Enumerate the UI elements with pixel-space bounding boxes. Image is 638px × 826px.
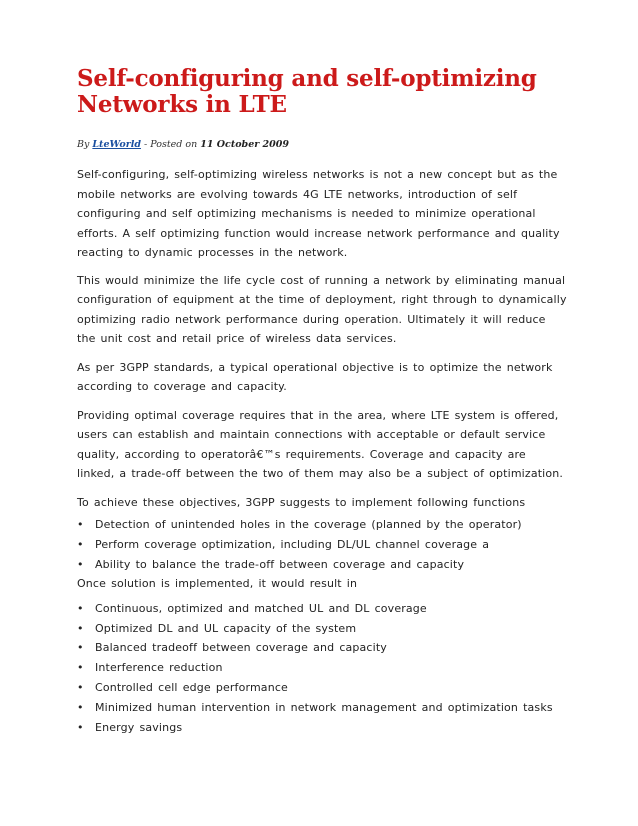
bullet-icon: • bbox=[77, 557, 84, 571]
paragraph-coverage: Providing optimal coverage requires that in the area, where LTE system is offered, users can establish and maintain connections with acceptable or default service quality, according to operatorâ€™s requirements. Coverage and capacity are linked, a trade-off between the two of them may also be a subject of optimization. bbox=[77, 408, 564, 480]
article bbox=[77, 66, 567, 737]
bullet-icon: • bbox=[77, 661, 84, 675]
list-item-text: Minimized human intervention in network management and optimization tasks bbox=[95, 700, 553, 714]
byline-by-label: By bbox=[77, 139, 93, 150]
list-item-text: Balanced tradeoff between coverage and capacity bbox=[95, 641, 387, 655]
bullet-icon: • bbox=[77, 518, 84, 531]
list-item bbox=[77, 535, 567, 555]
list-item-text: Ability to balance the trade-off between coverage and capacity bbox=[95, 557, 465, 571]
post-date: 11 October 2009 bbox=[200, 139, 289, 150]
byline-posted-label: - Posted on bbox=[140, 139, 201, 150]
list-item bbox=[77, 638, 567, 658]
list-item-text: Interference reduction bbox=[95, 661, 223, 675]
list-item-text: Continuous, optimized and matched UL and DL coverage bbox=[95, 601, 427, 615]
list-item bbox=[77, 718, 567, 738]
author-link[interactable]: LteWorld bbox=[92, 139, 141, 150]
bullet-icon: • bbox=[77, 700, 84, 714]
functions-list bbox=[77, 515, 567, 574]
list-item bbox=[77, 599, 567, 619]
list-item bbox=[77, 698, 567, 718]
list-item bbox=[77, 555, 567, 575]
bullet-icon: • bbox=[77, 681, 84, 695]
bullet-icon: • bbox=[77, 641, 84, 655]
list-item-text: Perform coverage optimization, including DL/UL channel coverage a bbox=[95, 537, 490, 551]
list-item-text: Detection of unintended holes in the coverage (planned by the operator) bbox=[95, 518, 522, 531]
list-item-text: Optimized DL and UL capacity of the system bbox=[95, 621, 357, 635]
bullet-icon: • bbox=[77, 537, 84, 551]
paragraph-intro: Self-configuring, self-optimizing wireless networks is not a new concept but as the mobile networks are evolving towards 4G LTE networks, introduction of self configuring and self optimizing mechanisms is needed to minimize operational efforts. A self optimizing function would increase network performance and quality reacting to dynamic processes in the network. bbox=[77, 168, 560, 259]
paragraph-3gpp: As per 3GPP standards, a typical operational objective is to optimize the network according to coverage and capacity. bbox=[77, 360, 553, 393]
bullet-icon: • bbox=[77, 621, 84, 635]
list-item bbox=[77, 678, 567, 698]
list-item bbox=[77, 658, 567, 678]
paragraph-objectives: To achieve these objectives, 3GPP suggests to implement following functions bbox=[77, 495, 526, 509]
bullet-icon: • bbox=[77, 601, 84, 615]
list-item-text: Energy savings bbox=[95, 720, 183, 734]
list-item bbox=[77, 619, 567, 639]
paragraph-result-intro: Once solution is implemented, it would result in bbox=[77, 577, 358, 591]
list-item-text: Controlled cell edge performance bbox=[95, 681, 288, 695]
bullet-icon: • bbox=[77, 720, 84, 734]
paragraph-cost: This would minimize the life cycle cost of running a network by eliminating manual configuration of equipment at the time of deployment, right through to dynamically optimizing radio network performance during operation. Ultimately it will reduce the unit cost and retail price of wireless data services. bbox=[77, 273, 567, 345]
list-item bbox=[77, 515, 567, 535]
article-title: Self-configuring and self-optimizing Networks in LTE bbox=[77, 65, 537, 118]
results-list bbox=[77, 599, 567, 738]
byline bbox=[77, 139, 567, 151]
